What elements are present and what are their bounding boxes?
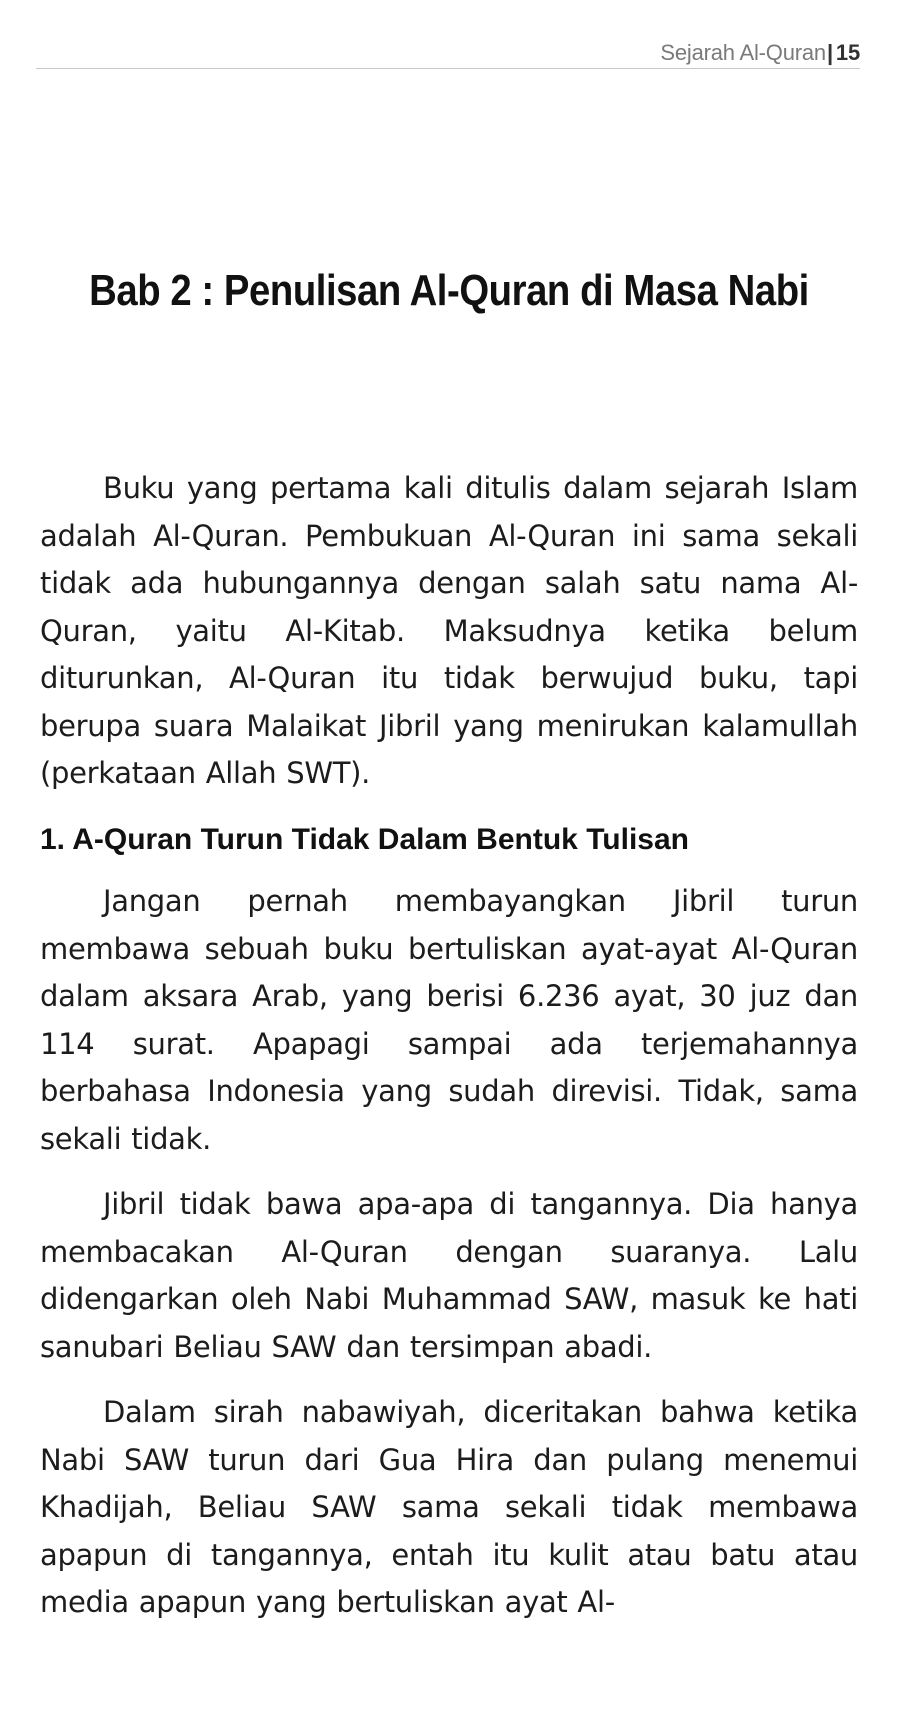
page-number: 15 — [835, 40, 860, 65]
paragraph-intro: Buku yang pertama kali ditulis dalam sejarah Islam adalah Al-Quran. Pembukuan Al-Quran ini sama sekali tidak ada hubungannya dengan salah satu nama Al-Quran, yaitu Al-Kitab. Maksudnya ketika belum diturunkan, Al-Quran itu tidak berwujud buku, tapi berupa suara Malaikat Jibril yang menirukan kalamullah (perkataan Allah SWT). — [40, 471, 858, 790]
paragraph-2: Jangan pernah membayangkan Jibril turun membawa sebuah buku bertuliskan ayat-ayat Al-Quran dalam aksara Arab, yang berisi 6.236 ayat, 30 juz dan 114 surat. Apapagi sampai ada terjemahannya berbahasa Indonesia yang sudah direvisi. Tidak, sama sekali tidak. — [40, 884, 858, 1156]
paragraph-3: Jibril tidak bawa apa-apa di tangannya. Dia hanya membacakan Al-Quran dengan suaranya. Lalu didengarkan oleh Nabi Muhammad SAW, masuk ke hati sanubari Beliau SAW dan tersimpan abadi. — [40, 1187, 858, 1364]
paragraph-4: Dalam sirah nabawiyah, diceritakan bahwa ketika Nabi SAW turun dari Gua Hira dan pulang menemui Khadijah, Beliau SAW sama sekali tidak membawa apapun di tangannya, entah itu kulit atau batu atau media apapun yang bertuliskan ayat Al- — [40, 1395, 858, 1619]
book-title: Sejarah Al-Quran — [660, 40, 826, 65]
section-heading: 1. A-Quran Turun Tidak Dalam Bentuk Tulisan — [40, 823, 689, 856]
header-rule — [36, 68, 860, 69]
header-separator: | — [826, 40, 833, 65]
chapter-title: Bab 2 : Penulisan Al-Quran di Masa Nabi — [89, 266, 809, 315]
running-header — [660, 40, 860, 66]
